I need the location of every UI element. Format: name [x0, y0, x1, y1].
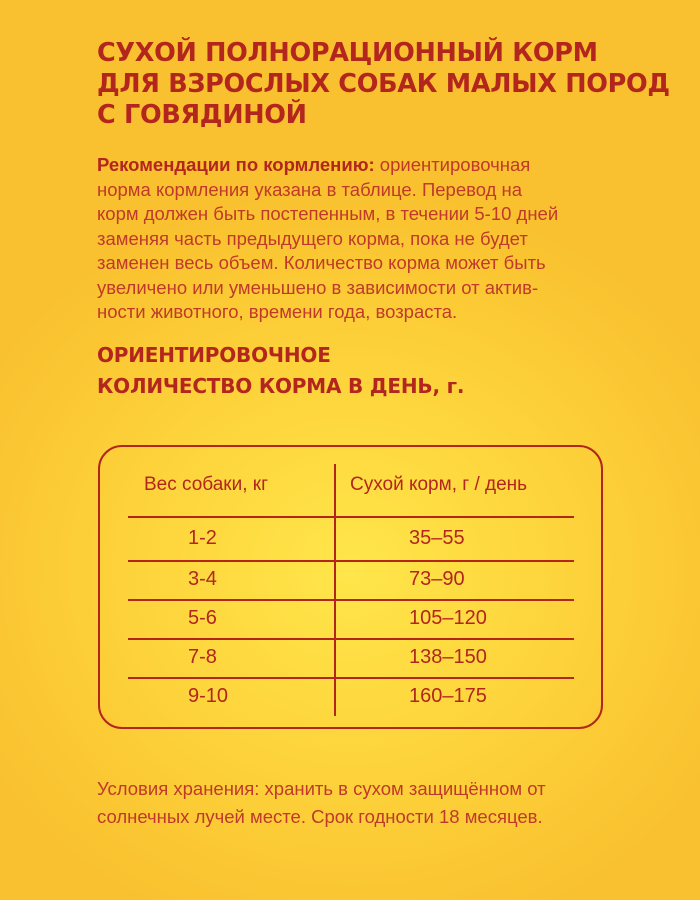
recommendations-first-line-text: ориентировочная [374, 154, 531, 175]
feeding-recommendations [97, 153, 657, 325]
feeding-table-row-divider [128, 599, 574, 601]
daily-amount-heading-line-2: КОЛИЧЕСТВО КОРМА В ДЕНЬ, г. [97, 374, 465, 398]
feeding-table-row-divider [128, 677, 574, 679]
table-cell-weight: 1-2 [188, 527, 217, 549]
table-cell-weight: 3-4 [188, 568, 217, 590]
storage-line-1: Условия хранения: хранить в сухом защищённом от [97, 778, 546, 799]
daily-amount-heading-line-1: ОРИЕНТИРОВОЧНОЕ [97, 343, 331, 367]
recommendations-line-1 [97, 153, 657, 178]
product-title-line-1: СУХОЙ ПОЛНОРАЦИОННЫЙ КОРМ [97, 38, 598, 68]
table-header-dog-weight: Вес собаки, кг [144, 474, 269, 495]
feeding-table-row-divider [128, 560, 574, 562]
table-cell-weight: 9-10 [188, 685, 229, 707]
product-title-line-3: С ГОВЯДИНОЙ [97, 100, 307, 130]
table-cell-weight: 5-6 [188, 607, 217, 629]
table-cell-food: 73–90 [409, 568, 465, 590]
table-cell-food: 160–175 [409, 685, 487, 707]
recommendations-line-7: ности животного, времени года, возраста. [97, 301, 458, 322]
table-cell-food: 105–120 [409, 607, 487, 629]
table-cell-weight: 7-8 [188, 646, 217, 668]
feeding-table-row-divider [128, 516, 574, 518]
recommendations-line-2: норма кормления указана в таблице. Перевод на [97, 178, 523, 200]
product-title [97, 38, 670, 131]
storage-conditions [97, 775, 657, 831]
table-cell-food: 35–55 [409, 527, 465, 549]
storage-line-2: солнечных лучей месте. Срок годности 18 месяцев. [97, 806, 543, 827]
table-header-dry-food: Сухой корм, г / день [350, 474, 528, 495]
recommendations-line-5: заменен весь объем. Количество корма может быть [97, 252, 546, 273]
recommendations-line-3: корм должен быть постепенным, в течении 5-10 дней [97, 203, 559, 224]
recommendations-line-4: заменяя часть предыдущего корма, пока не будет [97, 227, 528, 249]
daily-amount-heading [97, 340, 657, 402]
recommendations-line-6: увеличено или уменьшено в зависимости от актив- [97, 276, 539, 298]
table-cell-food: 138–150 [409, 646, 487, 668]
recommendations-heading: Рекомендации по кормлению: [97, 154, 375, 175]
product-title-line-2: ДЛЯ ВЗРОСЛЫХ СОБАК МАЛЫХ ПОРОД [97, 69, 670, 99]
feeding-table-row-divider [128, 638, 574, 640]
